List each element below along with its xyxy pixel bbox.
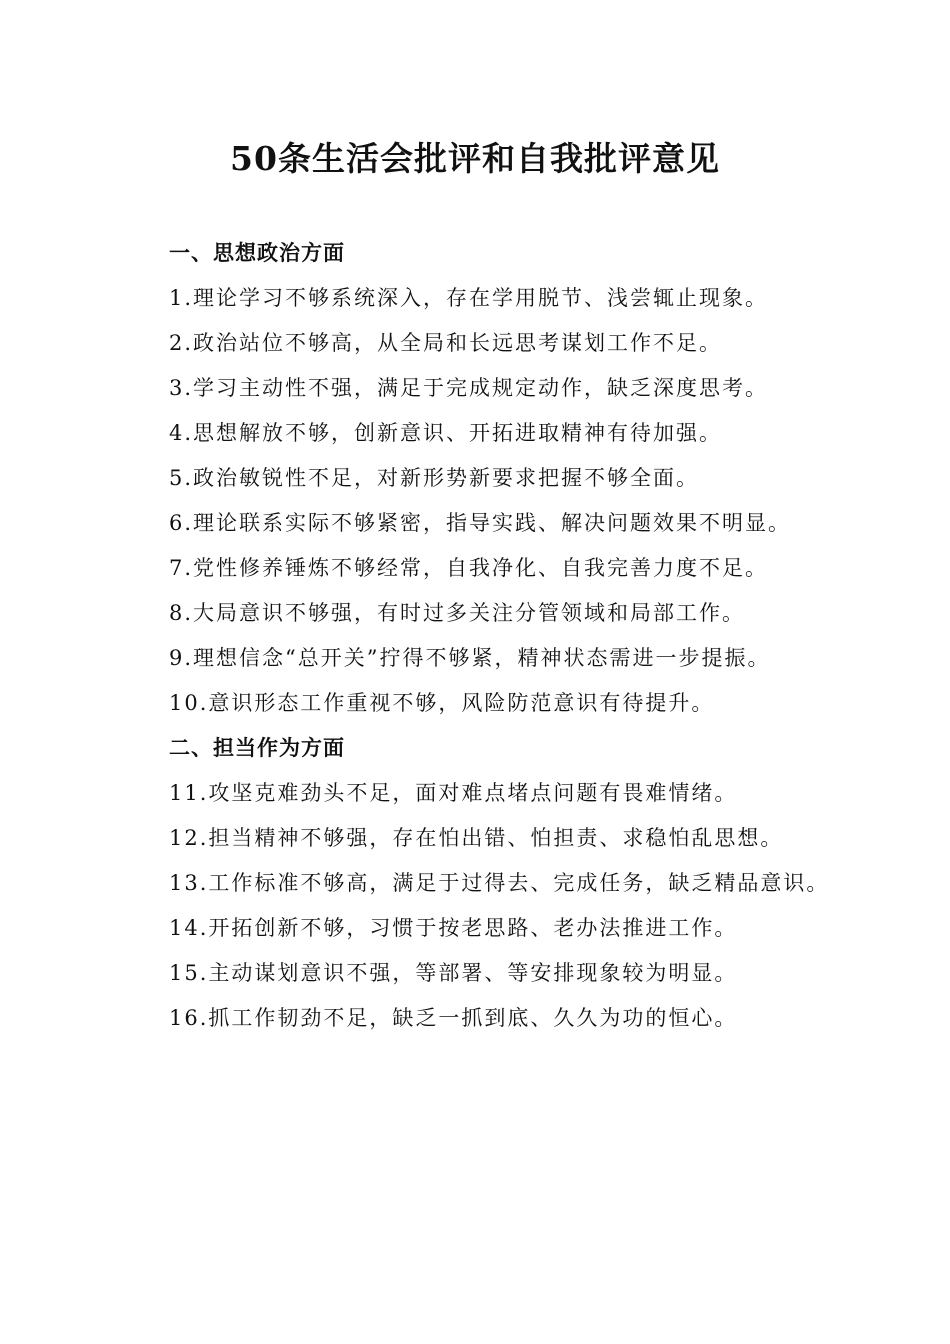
list-item: 14.开拓创新不够，习惯于按老思路、老办法推进工作。 (169, 916, 738, 940)
list-item: 10.意识形态工作重视不够，风险防范意识有待提升。 (169, 691, 715, 715)
list-item: 1.理论学习不够系统深入，存在学用脱节、浅尝辄止现象。 (169, 286, 769, 310)
section-heading: 二、担当作为方面 (169, 736, 345, 760)
list-item: 11.攻坚克难劲头不足，面对难点堵点问题有畏难情绪。 (169, 781, 738, 805)
section-heading: 一、思想政治方面 (169, 241, 345, 265)
list-item: 6.理论联系实际不够紧密，指导实践、解决问题效果不明显。 (169, 511, 792, 535)
list-item: 3.学习主动性不强，满足于完成规定动作，缺乏深度思考。 (169, 376, 769, 400)
list-item: 15.主动谋划意识不强，等部署、等安排现象较为明显。 (169, 961, 738, 985)
list-item: 13.工作标准不够高，满足于过得去、完成任务，缺乏精品意识。 (169, 871, 830, 895)
document-title: 50条生活会批评和自我批评意见 (230, 139, 720, 178)
document-body (121, 231, 833, 1041)
list-item: 16.抓工作韧劲不足，缺乏一抓到底、久久为功的恒心。 (169, 1006, 738, 1030)
list-item: 7.党性修养锤炼不够经常，自我净化、自我完善力度不足。 (169, 556, 769, 580)
list-item: 4.思想解放不够，创新意识、开拓进取精神有待加强。 (169, 421, 723, 445)
list-item: 12.担当精神不够强，存在怕出错、怕担责、求稳怕乱思想。 (169, 826, 784, 850)
list-item: 5.政治敏锐性不足，对新形势新要求把握不够全面。 (169, 466, 700, 490)
section-political-thought (121, 231, 833, 726)
section-responsibility (121, 726, 833, 1041)
list-item: 9.理想信念“总开关”拧得不够紧，精神状态需进一步提振。 (169, 646, 771, 670)
list-item: 2.政治站位不够高，从全局和长远思考谋划工作不足。 (169, 331, 723, 355)
list-item: 8.大局意识不够强，有时过多关注分管领域和局部工作。 (169, 601, 746, 625)
